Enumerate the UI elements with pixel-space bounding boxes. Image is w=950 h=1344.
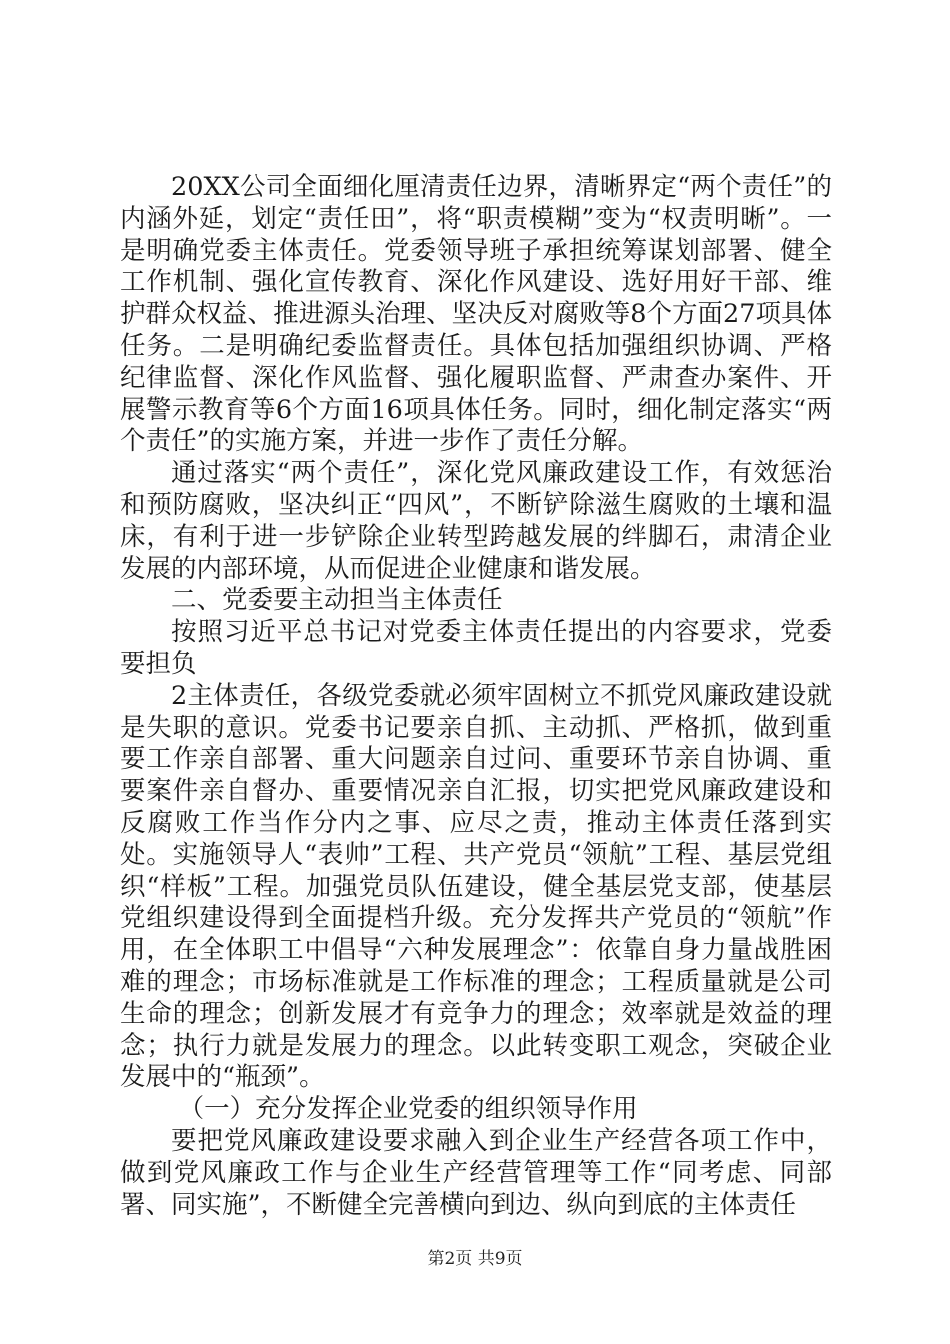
page-number-footer: 第2页 共9页 [427, 1249, 523, 1269]
paragraph-two-responsibilities-effect: 通过落实“两个责任”，深化党风廉政建设工作，有效惩治和预防腐败，坚决纠正“四风”，不断铲除滋生腐败的土壤和温床，有利于进一步铲除企业转型跨越发展的绊脚石，肃清企业发展的内部环境，从而促进企业健康和谐发展。 [120, 458, 832, 584]
paragraph-requirements-intro: 按照习近平总书记对党委主体责任提出的内容要求，党委要担负 [120, 617, 832, 679]
paragraph-responsibility-boundaries: 20XX公司全面细化厘清责任边界，清晰界定“两个责任”的内涵外延，划定“责任田”，将“职责模糊”变为“权责明晰”。一是明确党委主体责任。党委领导班子承担统筹谋划部署、健全工作机制、强化宣传教育、深化作风建设、选好用好干部、维护群众权益、推进源头治理、坚决反对腐败等8个方面27项具体任务。二是明确纪委监督责任。具体包括加强组织协调、严格纪律监督、深化作风监督、强化履职监督、严肃查办案件、开展警示教育等6个方面16项具体任务。同时，细化制定落实“两个责任”的实施方案，并进一步作了责任分解。 [120, 172, 832, 457]
subsection-heading-organizational-leadership: （一）充分发挥企业党委的组织领导作用 [178, 1094, 638, 1125]
document-body [120, 172, 832, 1221]
paragraph-main-responsibility: 2主体责任，各级党委就必须牢固树立不抓党风廉政建设就是失职的意识。党委书记要亲自抓、主动抓、严格抓，做到重要工作亲自部署、重大问题亲自过问、重要环节亲自协调、重要案件亲自督办、重要情况亲自汇报，切实把党风廉政建设和反腐败工作当作分内之事、应尽之责，推动主体责任落到实处。实施领导人“表帅”工程、共产党员“领航”工程、基层党组织“样板”工程。加强党员队伍建设，健全基层党支部，使基层党组织建设得到全面提档升级。充分发挥共产党员的“领航”作用，在全体职工中倡导“六种发展理念”：依靠自身力量战胜困难的理念；市场标准就是工作标准的理念；工程质量就是公司生命的理念；创新发展才有竞争力的理念；效率就是效益的理念；执行力就是发展力的理念。以此转变职工观念，突破企业发展中的“瓶颈”。 [120, 680, 832, 1093]
section-heading-party-committee: 二、党委要主动担当主体责任 [171, 585, 503, 616]
paragraph-integrate-requirements: 要把党风廉政建设要求融入到企业生产经营各项工作中，做到党风廉政工作与企业生产经营管理等工作“同考虑、同部署、同实施”，不断健全完善横向到边、纵向到底的主体责任 [120, 1125, 832, 1220]
